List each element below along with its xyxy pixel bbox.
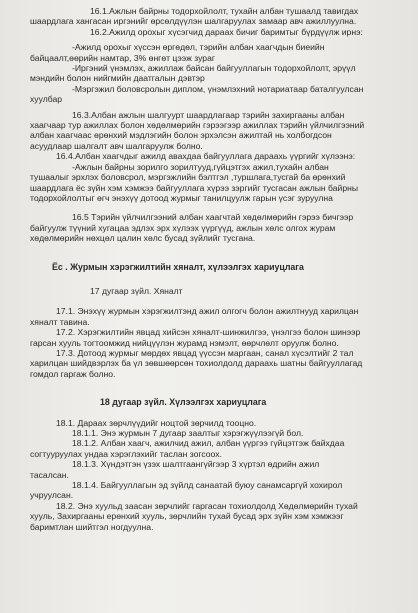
text-line: согтууруулах ундаа хэрэглэхийг таслан зогсоох. — [30, 448, 222, 459]
text-line: харилцан шийдвэрлэх ба үл зөвшөөрсөн тохиолдолд дараахь шатны байгууллагад — [30, 358, 363, 369]
text-line: мэндийн болон нийгмийн даатгалын дэвтэр — [30, 73, 205, 84]
text-line: шаардлага хангасан иргэнийг өрсөлдүүлэн шалгаруулах замаар авч ажиллуулна. — [30, 16, 357, 27]
text-line: 16.3.Албан ажлын шалгуурт шаардлагаар тэрийн захиргааны албан — [72, 109, 345, 120]
text-line: -Ажилд орохыг хүссэн өргөдөл, тэрийн албан хаагчдын биеийн — [72, 42, 325, 53]
text-line: хяналт тавина. — [30, 316, 90, 327]
text-line: 18.1. Дараах зөрчлүүдийг ноцтой зөрчилд тооцно. — [56, 417, 257, 428]
text-line: тасалсан. — [30, 469, 69, 480]
paragraph-16-2-list — [30, 42, 396, 104]
paragraph-16-5 — [30, 212, 396, 243]
text-line: 16.4.Албан хаагчдыг ажилд авахдаа байгууллага дараахь үүргийг хүлээнэ: — [56, 151, 356, 162]
text-line: баримтлан шийтгэл ногдуулна. — [30, 521, 154, 532]
text-line: хаагчаар тур ажиллах болон хөдөлмөрийн гэрээгээр ажиллах тэрийн үйлчилгээний — [30, 120, 365, 131]
text-line: -Мэргэжил боловсролын диплом, үнэмлэхний нотариатаар баталгуулсан — [72, 83, 364, 94]
text-line: гомдол гаргаж болно. — [30, 368, 116, 379]
text-line: 18.2. Энэ хуульд заасан зөрчлийг гаргасан тохиолдолд Хөдөлмөрийн тухай — [56, 500, 358, 511]
text-line: 17.2. Хэрэгжилтийн явцад хийсэн хяналт-шинжилгээ, үнэлгээ болон шинээр — [56, 327, 361, 338]
text-line: байгуулж түүний хугацаа эдлэх эрх хүлээх үүргүүд, ажлын хөлс олгох журам — [30, 222, 336, 233]
article-17-heading: 17 дугаар зүйл. Хяналт — [90, 285, 183, 296]
article-18-heading: 18 дугаар зүйл. Хүлээлгэх хариуцлага — [100, 397, 267, 408]
text-line: -Иргэний үнэмлэх, ажиллаж байсан байгууллагын тодорхойлолт, эрүүл — [72, 63, 356, 74]
text-line: албан хаагчаас өрөнхий мэдлэгийн болон эрхэлсэн ажилтай нь холбогдсон — [30, 130, 332, 141]
text-line: байцаалт,өөрийн намтар, 3% өнгөт цээж зураг — [30, 52, 215, 63]
text-line: хуулбар — [30, 94, 62, 105]
text-line: учруулсан. — [30, 490, 74, 501]
article-17-body — [30, 306, 396, 379]
text-line: 16.1.Ажлын байрны тодорхойлолт, тухайн албан тушаалд тавигдах — [90, 6, 359, 16]
text-line: 18.1.2. Албан хаагч, ажилчид ажил, албан үүргээ гүйцэтгэж байхдаа — [72, 438, 345, 449]
text-line: -Ажлын байрны зорилго зорилтууд,гүйцэтгэх ажил,тухайн албан — [72, 161, 329, 172]
text-line: тушаалыг эрхлэх боловсрол, мэргэжлийн бэлтгэл ,туршлага,тусгай ба өрөнхий — [30, 172, 346, 183]
text-line: хууль, Захиргааны ерөнхий хууль, зөрчлийн тухай бусад эрх зүйн хэм хэмжээг — [30, 511, 344, 522]
text-line: 17.1. Энэхүү журмын хэрэгжилтэнд ажил олгогч болон ажилтнууд харилцан — [56, 306, 359, 317]
text-line: 16.2.Ажилд орохыг хүсэгчид дараах бичиг баримтыг бүрдүүлж ирнэ: — [90, 26, 363, 37]
text-line: 18.1.3. Хүндэтгэн үзэх шалтгаангүйгээр 3 хүртэл өдрийн ажил — [72, 459, 320, 470]
paragraph-16-3 — [30, 110, 396, 204]
text-line: хөдөлмөрийн нөхцөл цалин хөлс бусад зүйлийг тусгана. — [30, 233, 256, 244]
text-line: 17.3. Дотоод журмыг мөрдөх явцад үүссэн маргаан, санал хүсэлтийг 2 тал — [56, 347, 354, 358]
text-line: асуудлаар шалгалт авч шалгаруулж болно. — [30, 140, 203, 151]
text-line: тодорхойлолтыг өгч энэхүү дотоод журмыг танилцуулж гарын үсэг зуруулна — [30, 192, 333, 203]
text-line: 16.5 Тэрийн үйлчилгээний албан хаагчтай хөдөлмөрийн гэрээ бичгээр — [72, 212, 354, 223]
text-line: 18.1.4. Байгууллагын эд зүйлд санаатай буюу санамсаргүй хохирол — [72, 480, 343, 491]
text-line: гарсан хууль тогтоомжид нийцүүлэн журамд нэмэлт, өөрчлөлт оруулж болно. — [30, 337, 339, 348]
text-line: шаардлага ёс зүйн хэм хэмжээ байгууллага хүрээ зэргийг тусгасан ажлын байрны — [30, 182, 359, 193]
section-heading: Ёс . Журмын хэрэгжилтийн хяналт, хүлээлгэх хариуцлага — [52, 261, 304, 272]
paragraph-16-1 — [30, 6, 396, 37]
article-18-body — [30, 418, 396, 532]
text-line: 18.1.1. Энэ журмын 7 дугаар заалтыг хэрэгжүүлээгүй бол. — [72, 428, 304, 438]
